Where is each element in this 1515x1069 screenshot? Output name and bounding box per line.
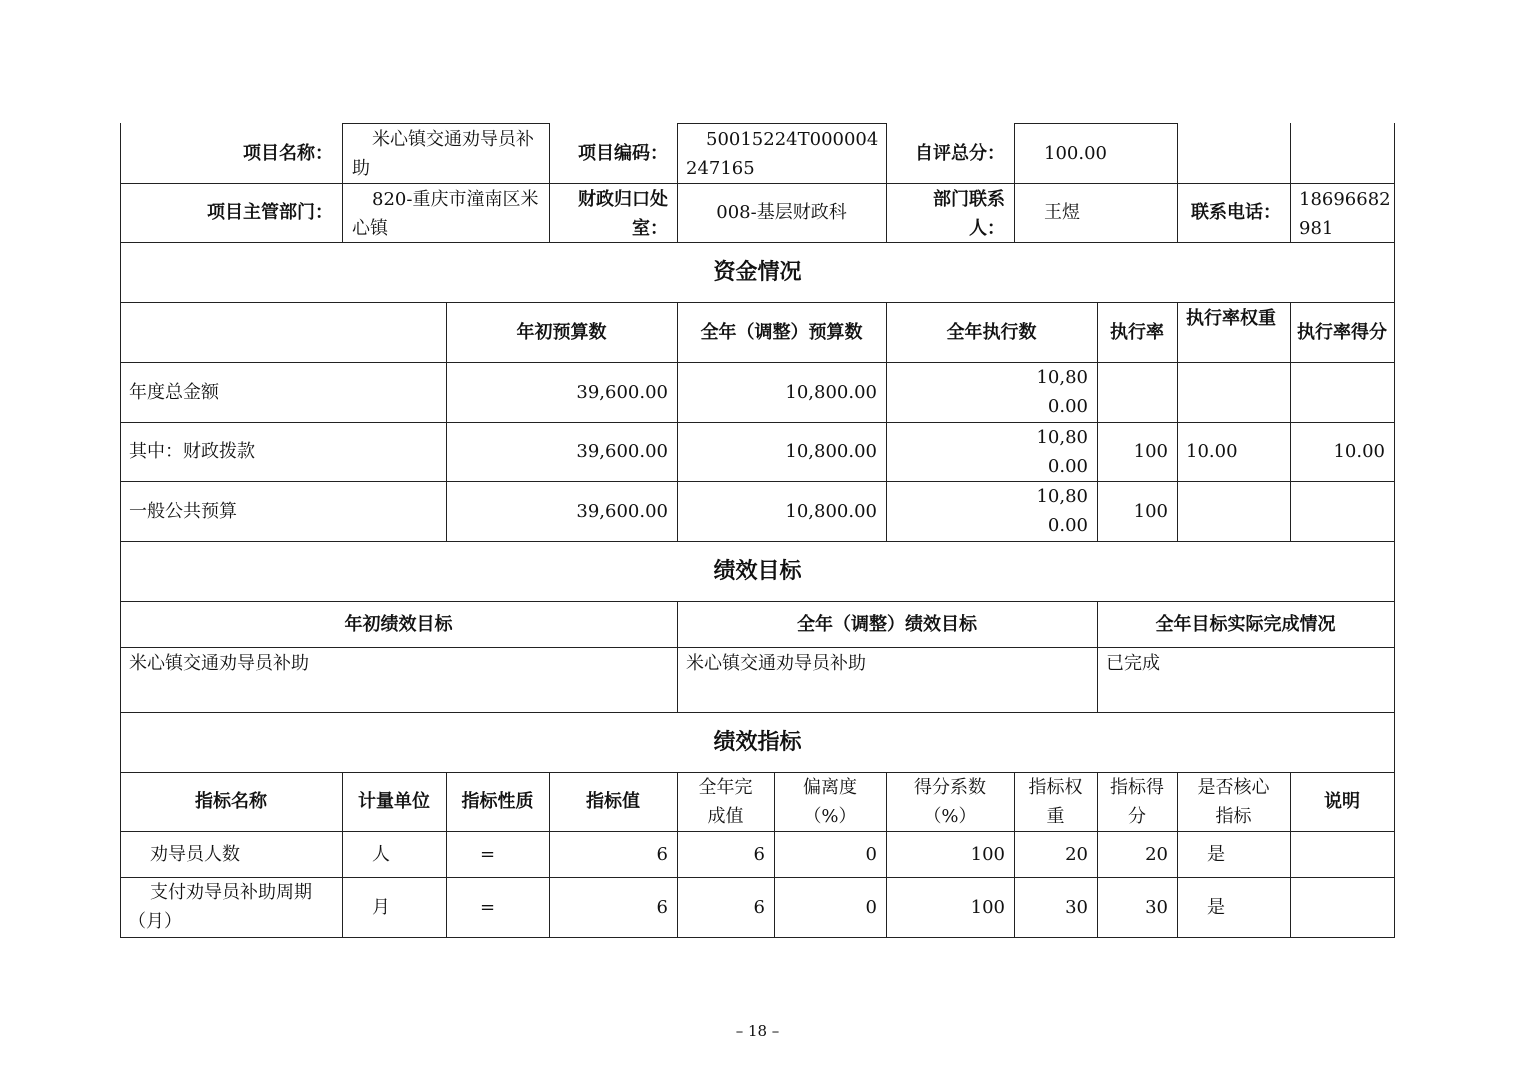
- ind-header-unit: 计量单位: [358, 791, 430, 812]
- funds-header-executed: 全年执行数: [946, 321, 1037, 343]
- ind-cell: 30: [1065, 896, 1088, 918]
- goals-section-title: 绩效目标: [713, 558, 802, 584]
- funds-header-initial: 年初预算数: [516, 321, 607, 343]
- ind-row-name: 劝导员人数: [150, 843, 240, 865]
- funds-header-rate-score: 执行率得分: [1297, 321, 1387, 343]
- ind-cell: 100: [970, 843, 1005, 865]
- funds-header-adjusted: 全年（调整）预算数: [700, 321, 863, 343]
- self-score-value: 100.00: [1044, 142, 1107, 164]
- ind-cell: [1290, 877, 1394, 937]
- goals-initial-value: 米心镇交通劝导员补助: [129, 653, 309, 674]
- funds-cell: 10.00: [1186, 441, 1238, 462]
- ind-header-note: 说明: [1324, 791, 1360, 812]
- ind-header-deviation: 偏离度（%）: [803, 776, 857, 827]
- funds-row-label: 年度总金额: [129, 381, 219, 403]
- ind-cell: 人: [372, 843, 390, 865]
- ind-cell: 20: [1145, 843, 1168, 865]
- project-code-value: 50015224T000004247165: [686, 129, 879, 179]
- funds-row-label: 一般公共预算: [129, 500, 237, 522]
- ind-cell: 100: [970, 896, 1005, 918]
- funds-cell: 39,600.00: [576, 441, 668, 462]
- contact-label: 部门联系人：: [933, 189, 1005, 239]
- ind-header-name: 指标名称: [195, 791, 267, 812]
- funds-cell: 10,800.00: [1036, 367, 1088, 417]
- ind-cell: 20: [1065, 843, 1088, 865]
- goals-header-initial: 年初绩效目标: [344, 613, 453, 635]
- ind-cell: =: [480, 896, 496, 918]
- ind-cell: 6: [753, 896, 765, 918]
- funds-cell: 10,800.00: [785, 500, 877, 522]
- ind-cell: 月: [372, 896, 390, 918]
- funds-cell: 100: [1133, 441, 1168, 462]
- funds-cell: [1290, 362, 1394, 422]
- funds-cell: [1097, 362, 1177, 422]
- ind-cell: [1290, 831, 1394, 877]
- funds-cell: [1177, 362, 1290, 422]
- funds-cell: 100: [1133, 500, 1168, 522]
- ind-cell: 是: [1207, 896, 1225, 918]
- funds-cell: 10,800.00: [785, 381, 877, 403]
- page-number: – 18 –: [735, 1022, 780, 1040]
- ind-header-coefficient: 得分系数（%）: [914, 776, 986, 827]
- funds-header-rate: 执行率: [1110, 321, 1164, 343]
- dept-value: 820-重庆市潼南区米心镇: [352, 189, 539, 239]
- ind-cell: 是: [1207, 843, 1225, 865]
- goals-header-actual: 全年目标实际完成情况: [1155, 613, 1336, 635]
- ind-row-name: 支付劝导员补助周期（月）: [128, 882, 312, 932]
- goals-actual-value: 已完成: [1106, 653, 1160, 674]
- ind-header-target: 指标值: [586, 791, 640, 812]
- phone-label: 联系电话：: [1191, 202, 1281, 223]
- project-name-value: 米心镇交通劝导员补助: [352, 129, 534, 179]
- funds-cell: [1177, 481, 1290, 541]
- ind-header-core: 是否核心指标: [1197, 776, 1270, 827]
- goals-adjusted-value: 米心镇交通劝导员补助: [686, 653, 866, 674]
- ind-cell: 0: [865, 896, 877, 918]
- ind-cell: 6: [656, 896, 668, 918]
- funds-section-title: 资金情况: [713, 259, 802, 285]
- indicators-section-title: 绩效指标: [713, 729, 802, 755]
- ind-header-completed: 全年完成值: [698, 776, 753, 827]
- project-name-label: 项目名称：: [243, 142, 333, 164]
- ind-cell: 0: [865, 843, 877, 865]
- funds-cell: 39,600.00: [576, 381, 668, 403]
- finance-label: 财政归口处室：: [578, 189, 668, 239]
- funds-cell: [1290, 481, 1394, 541]
- contact-value: 王煜: [1044, 202, 1080, 223]
- funds-header-rate-weight: 执行率权重: [1186, 308, 1276, 329]
- funds-cell: 10.00: [1333, 441, 1385, 462]
- self-score-label: 自评总分：: [915, 142, 1005, 164]
- phone-value: 18696682981: [1299, 189, 1391, 239]
- ind-cell: 6: [656, 843, 668, 865]
- funds-cell: 39,600.00: [576, 500, 668, 522]
- ind-header-nature: 指标性质: [461, 791, 534, 812]
- funds-cell: 10,800.00: [1036, 486, 1088, 536]
- ind-header-score: 指标得分: [1110, 776, 1164, 827]
- ind-header-weight: 指标权重: [1028, 776, 1083, 827]
- project-code-label: 项目编码：: [578, 142, 668, 164]
- ind-cell: 30: [1145, 896, 1168, 918]
- funds-row-label: 其中：财政拨款: [129, 441, 255, 462]
- dept-label: 项目主管部门：: [207, 202, 333, 223]
- finance-value: 008-基层财政科: [716, 202, 847, 223]
- ind-cell: 6: [753, 843, 765, 865]
- funds-cell: 10,800.00: [785, 441, 877, 462]
- goals-header-adjusted: 全年（调整）绩效目标: [797, 613, 977, 635]
- ind-cell: =: [480, 843, 496, 865]
- funds-cell: 10,800.00: [1036, 426, 1088, 477]
